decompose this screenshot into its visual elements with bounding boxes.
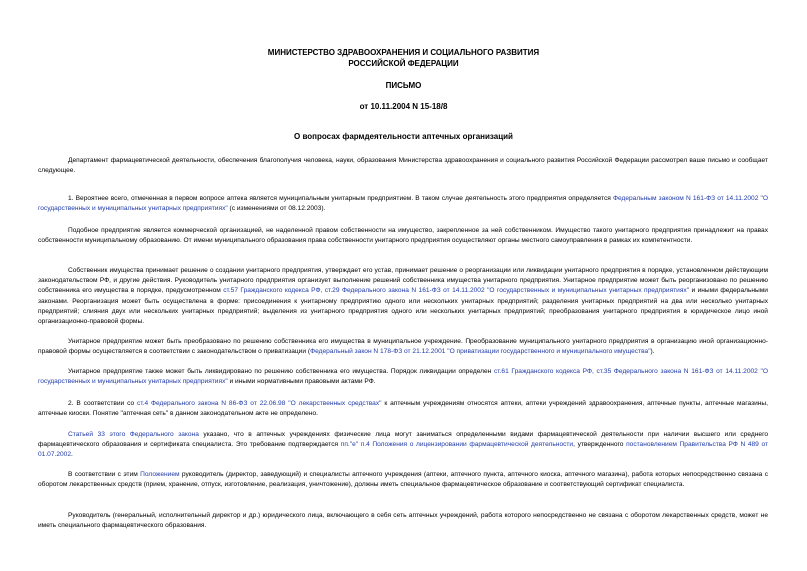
document-date-number: от 10.11.2004 N 15-18/8 — [359, 102, 448, 111]
law-86-fz-link[interactable]: ст.4 Федерального закона N 86-ФЗ от 22.06.98 "О лекарственных средствах" — [137, 400, 382, 407]
paragraph-5: Унитарное предприятие также может быть ликвидировано по решению собственника его имущества. Порядок ликвидации определен ст.61 Гражданского кодекса РФ, ст.35 Федерального закона N 161-ФЗ от 14.11.2002 "О государственных и муниципальных унитарных предприятиях" и иными нормативными правовыми актами РФ. — [38, 368, 768, 386]
ministry-title: МИНИСТЕРСТВО ЗДРАВООХРАНЕНИЯ И СОЦИАЛЬНОГО РАЗВИТИЯ — [267, 48, 540, 57]
civil-code-st61-link[interactable]: ст.61 Гражданского кодекса РФ, ст.35 Федерального закона N 161-ФЗ от 14.11.2002 "О государственных и муниципальных унитарных предприятиях" — [38, 368, 768, 386]
civil-code-st57-link[interactable]: ст.57 Гражданского кодекса РФ, ст.29 Федерального закона N 161-ФЗ от 14.11.2002 "О государственных и муниципальных унитарных предприятиях" — [223, 287, 690, 295]
paragraph-6: 2. В соответствии со ст.4 Федерального закона N 86-ФЗ от 22.06.98 "О лекарственных средствах" к аптечным учреждениям относятся аптеки, аптеки учреждений здравоохранения, аптечные пункты, аптечные магазины, аптечные киоски. Понятие "аптечная сеть" в данном законодательном акте не определено. — [38, 400, 768, 418]
federation-title: РОССИЙСКОЙ ФЕДЕРАЦИИ — [348, 59, 459, 68]
law-161-fz-link[interactable]: Федеральным законом N 161-ФЗ от 14.11.2002 "О государственных и муниципальных унитарных предприятиях" — [38, 195, 768, 213]
paragraph-8: В соответствии с этим Положением руководитель (директор, заведующий) и специалисты аптечного учреждения (аптеки, аптечного пункта, аптечного киоска, аптечного магазина), работа которых непосредственно связана с оборотом лекарственных средств (прием, хранение, отпуск, изготовление, реализация, уничтожение), должны иметь специальное фармацевтическое образование и соответствующий сертификат специалиста. — [38, 471, 768, 489]
document-subject: О вопросах фармдеятельности аптечных организаций — [294, 132, 513, 141]
paragraph-4: Унитарное предприятие может быть преобразовано по решению собственника его имущества в муниципальное учреждение. Преобразование муниципального унитарного предприятия в организацию иной организационно-правовой формы осуществляется в соответствии с законодательством о приватизации (Федеральный закон N 178-ФЗ от 21.12.2001 "О приватизации государственного и муниципального имущества"). — [38, 338, 768, 356]
paragraph-9: Руководитель (генеральный, исполнительный директор и др.) юридического лица, включающего в себя сеть аптечных учреждений, работа которого непосредственно не связана с оборотом лекарственных средств, может не иметь специального фармацевтического образования. — [38, 512, 768, 530]
paragraph-2: Подобное предприятие является коммерческой организацией, не наделенной правом собственности на имущество, закрепленное за ней собственником. Имущество такого унитарного предприятия принадлежит на правах собственности муниципальному образованию. От имени муниципального образования права собственности унитарного предприятия осуществляют органы местного самоуправления в рамках их компетентности. — [38, 227, 768, 245]
paragraph-7: Статьей 33 этого Федерального закона указано, что в аптечных учреждениях физические лица могут заниматься определенными видами фармацевтической деятельности при наличии высшего или среднего фармацевтического образования и сертификата специалиста. Это требование подтверждается пп."е" п.4 Положения о лицензировании фармацевтической деятельности, утвержденного постановлением Правительства РФ N 489 от 01.07.2002. — [38, 431, 769, 459]
paragraph-intro: Департамент фармацевтической деятельности, обеспечения благополучия человека, науки, образования Министерства здравоохранения и социального развития Российской Федерации рассмотрел ваше письмо и сообщает следующее. — [38, 157, 768, 175]
government-decree-489-link[interactable]: постановлением Правительства РФ N 489 от 01.07.2002 — [38, 441, 769, 459]
document-type: ПИСЬМО — [385, 81, 422, 90]
paragraph-1: 1. Вероятнее всего, отмеченная в первом вопросе аптека является муниципальным унитарным предприятием. В таком случае деятельность этого предприятия определяется Федеральным законом N 161-ФЗ от 14.11.2002 "О государственных и муниципальных унитарных предприятиях" (с изменениями от 08.12.2003). — [38, 195, 768, 213]
regulation-link[interactable]: Положением — [140, 471, 180, 478]
licensing-regulation-link[interactable]: пп."е" п.4 Положения о лицензировании фармацевтической деятельности — [340, 441, 574, 449]
law-178-fz-link[interactable]: Федеральный закон N 178-ФЗ от 21.12.2001 "О приватизации государственного и муниципального имущества" — [310, 348, 651, 356]
article-33-link[interactable]: Статьей 33 этого Федерального закона — [68, 431, 199, 438]
paragraph-3: Собственник имущества принимает решение о создании унитарного предприятия, утверждает его устав, принимает решение о реорганизации или ликвидации унитарного предприятия в порядке, установленном действующим законодательством РФ, и другие действия. Руководитель унитарного предприятия организует выполнение решений собственника имущества унитарного предприятия. Унитарное предприятие может быть реорганизовано по решению собственника его имущества в порядке, предусмотренном ст.57 Гражданского кодекса РФ, ст.29 Федерального закона N 161-ФЗ от 14.11.2002 "О государственных и муниципальных унитарных предприятиях" и иными федеральными законами. Реорганизация может быть осуществлена в форме: присоединения к унитарному предприятию одного или нескольких унитарных предприятий; разделения унитарных предприятий на два или несколько унитарных предприятий; слияния двух или нескольких унитарных предприятий; выделения из унитарного предприятия одного или нескольких унитарных предприятий; преобразования унитарного предприятия в юридическое лицо иной организационно-правовой формы. — [38, 267, 768, 326]
